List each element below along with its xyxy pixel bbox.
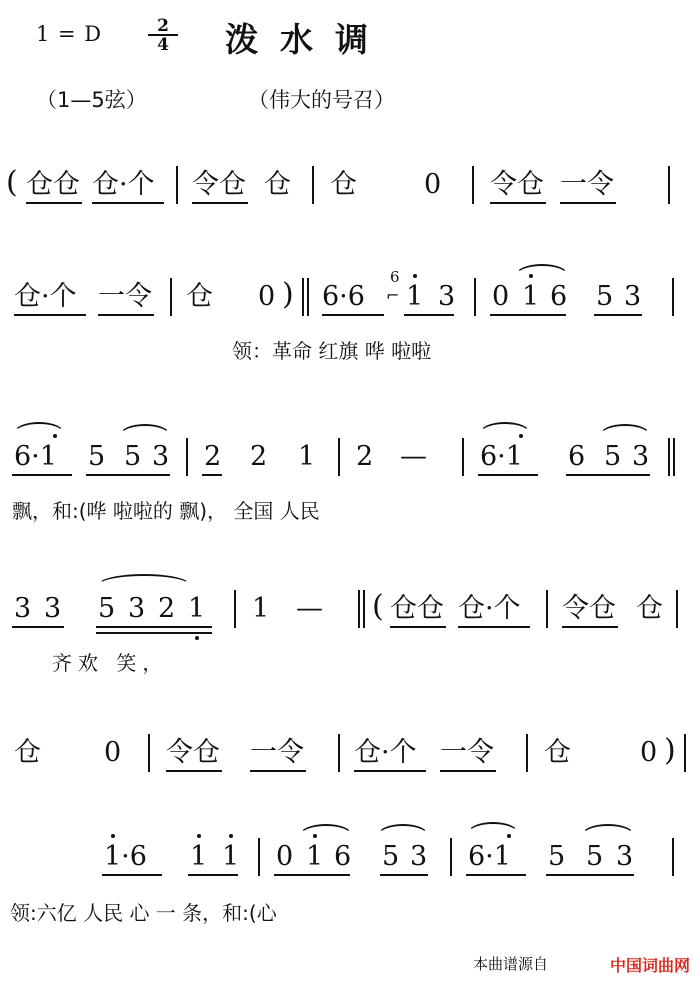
note-token: 3 xyxy=(152,441,170,472)
barline xyxy=(186,438,188,476)
beam-line xyxy=(354,770,426,772)
beam-line xyxy=(98,314,154,316)
note-token: — xyxy=(296,593,323,624)
beam-line xyxy=(546,874,634,876)
note-token: 1 xyxy=(306,841,324,872)
barline xyxy=(672,278,674,316)
slur-arc xyxy=(300,824,352,835)
slur-arc xyxy=(480,422,530,433)
barline xyxy=(676,590,678,628)
site-brand: 中国词曲网 xyxy=(609,956,690,975)
music-system-2 xyxy=(0,268,700,372)
close-paren: ) xyxy=(664,733,676,768)
music-system-4 xyxy=(0,589,700,684)
barline xyxy=(546,590,548,628)
lyric-row-3 xyxy=(0,498,700,532)
note-token: 仓 xyxy=(14,737,41,768)
octave-dot-above xyxy=(229,834,233,838)
note-token: 仓 xyxy=(544,737,571,768)
note-token: 仓 xyxy=(186,281,213,312)
grace-slur-icon: ⌐ xyxy=(386,286,400,305)
slur-arc xyxy=(378,824,428,835)
close-paren: ) xyxy=(282,277,294,312)
note-token: 0 xyxy=(258,281,276,312)
barline xyxy=(672,838,674,876)
note-token: 1 xyxy=(522,281,540,312)
note-token: 1 xyxy=(188,593,206,624)
slur-arc xyxy=(468,822,518,833)
note-token: 0 xyxy=(640,737,658,768)
beam-line-secondary xyxy=(96,632,212,634)
beam-line xyxy=(166,770,222,772)
staff-row-3 xyxy=(0,440,700,486)
note-token: 2 xyxy=(356,441,374,472)
note-token: 5 xyxy=(124,441,142,472)
note-token: 0 xyxy=(104,737,122,768)
beam-line xyxy=(192,202,248,204)
note-token: 令仓 xyxy=(490,169,544,200)
page-title: 泼水调 xyxy=(225,20,390,59)
beam-line xyxy=(560,202,616,204)
beam-line xyxy=(390,626,446,628)
beam-line xyxy=(96,626,212,628)
note-token: 仓·个 xyxy=(92,169,155,200)
note-token: 仓·个 xyxy=(458,593,521,624)
note-token: — xyxy=(400,441,427,472)
note-token: 6·1 xyxy=(14,441,57,472)
music-system-1 xyxy=(0,165,700,214)
note-token: 6 xyxy=(550,281,568,312)
note-token: 2 xyxy=(250,441,268,472)
beam-line xyxy=(322,314,384,316)
slur-arc xyxy=(14,422,64,433)
lyric-text: 领:六亿 人民 心 一 条，和:(心 xyxy=(10,901,277,925)
note-token: 1 xyxy=(222,841,240,872)
time-signature-numerator: 2 xyxy=(148,18,178,36)
staff-row-2 xyxy=(0,268,700,326)
double-barline xyxy=(302,278,308,316)
note-token: 1 xyxy=(190,841,208,872)
beam-line xyxy=(92,202,164,204)
note-token: 5 xyxy=(548,841,566,872)
note-token: 仓 xyxy=(636,593,663,624)
note-token: 一令 xyxy=(98,281,152,312)
octave-dot-above xyxy=(507,834,511,838)
grace-note: 6 xyxy=(390,268,400,286)
note-token: 3 xyxy=(128,593,146,624)
time-signature xyxy=(148,18,178,53)
note-token: 3 xyxy=(410,841,428,872)
barline xyxy=(338,438,340,476)
note-token: 仓仓 xyxy=(390,593,444,624)
beam-line xyxy=(440,770,496,772)
staff-row-1 xyxy=(0,165,700,214)
note-token: 0 xyxy=(276,841,294,872)
beam-line xyxy=(490,314,566,316)
note-token: 1 xyxy=(298,441,316,472)
note-token: 3 xyxy=(14,593,32,624)
octave-dot-above xyxy=(111,834,115,838)
lyric-row-4 xyxy=(0,650,700,684)
barline xyxy=(338,734,340,772)
music-system-5 xyxy=(0,733,700,782)
barline xyxy=(258,838,260,876)
beam-line xyxy=(566,474,650,476)
subtitle: （伟大的号召） xyxy=(248,88,395,112)
barline xyxy=(474,278,476,316)
lyric-text: 领：革命 红旗 哗 啦啦 xyxy=(232,339,432,363)
page-footer xyxy=(0,950,700,976)
note-token: 6 xyxy=(334,841,352,872)
note-token: 仓·个 xyxy=(14,281,77,312)
barline xyxy=(526,734,528,772)
barline xyxy=(170,278,172,316)
barline xyxy=(472,166,474,204)
octave-dot-below xyxy=(195,636,199,640)
note-token: 5 xyxy=(604,441,622,472)
octave-dot-above xyxy=(197,834,201,838)
barline xyxy=(684,734,686,772)
note-token: 令仓 xyxy=(192,169,246,200)
lyric-row-6 xyxy=(0,900,700,934)
note-token: 令仓 xyxy=(166,737,220,768)
key-signature: 1 = D xyxy=(36,22,103,46)
note-token: 1 xyxy=(252,593,270,624)
beam-line xyxy=(380,874,428,876)
note-token: 3 xyxy=(44,593,62,624)
staff-row-6 xyxy=(0,840,700,886)
barline xyxy=(668,166,670,204)
note-token: 仓·个 xyxy=(354,737,417,768)
barline xyxy=(462,438,464,476)
beam-line xyxy=(26,202,82,204)
beam-line xyxy=(12,474,72,476)
note-token: 0 xyxy=(492,281,510,312)
lyric-text: 飘，和:(哗 啦啦的 飘)， 全国 人民 xyxy=(12,499,320,523)
note-token: 1·6 xyxy=(104,841,147,872)
slur-arc xyxy=(600,424,650,435)
open-paren: ( xyxy=(372,589,384,624)
beam-line xyxy=(250,770,306,772)
barline xyxy=(148,734,150,772)
slur-arc xyxy=(582,824,634,835)
staff-row-4 xyxy=(0,589,700,638)
note-token: 5 xyxy=(596,281,614,312)
note-token: 5 xyxy=(98,593,116,624)
beam-line xyxy=(14,314,86,316)
barline xyxy=(176,166,178,204)
beam-line xyxy=(86,474,170,476)
beam-line xyxy=(404,314,454,316)
barline xyxy=(450,838,452,876)
beam-line xyxy=(202,474,222,476)
lyric-row-2 xyxy=(0,338,700,372)
beam-line xyxy=(274,874,350,876)
note-token: 6 xyxy=(568,441,586,472)
beam-line xyxy=(562,626,618,628)
slur-arc xyxy=(98,574,190,585)
source-label: 本曲谱源自 xyxy=(472,955,548,973)
octave-dot-above xyxy=(53,434,57,438)
note-token: 5 xyxy=(586,841,604,872)
octave-dot-above xyxy=(519,434,523,438)
note-token: 2 xyxy=(204,441,222,472)
beam-line xyxy=(188,874,238,876)
slur-arc xyxy=(516,264,568,275)
score-header xyxy=(0,0,700,125)
beam-line xyxy=(102,874,162,876)
octave-dot-above xyxy=(413,274,417,278)
beam-line xyxy=(478,474,538,476)
note-token: 1 xyxy=(406,281,424,312)
note-token: 0 xyxy=(424,169,442,200)
note-token: 一令 xyxy=(560,169,614,200)
note-token: 令仓 xyxy=(562,593,616,624)
note-token: 2 xyxy=(158,593,176,624)
beam-line xyxy=(466,874,526,876)
staff-row-5 xyxy=(0,733,700,782)
music-system-3 xyxy=(0,440,700,532)
double-barline xyxy=(358,590,364,628)
note-token: 仓仓 xyxy=(26,169,80,200)
open-paren: ( xyxy=(6,165,18,200)
note-token: 3 xyxy=(438,281,456,312)
note-token: 3 xyxy=(624,281,642,312)
note-token: 5 xyxy=(88,441,106,472)
string-tuning-note: （1—5弦） xyxy=(36,88,147,112)
note-token: 仓 xyxy=(264,169,291,200)
barline xyxy=(234,590,236,628)
note-token: 3 xyxy=(616,841,634,872)
note-token: 6·1 xyxy=(468,841,511,872)
beam-line xyxy=(490,202,546,204)
note-token: 6·1 xyxy=(480,441,523,472)
beam-line xyxy=(594,314,642,316)
note-token: 一令 xyxy=(440,737,494,768)
barline xyxy=(312,166,314,204)
lyric-text: 齐欢 笑， xyxy=(52,651,169,675)
note-token: 仓 xyxy=(330,169,357,200)
time-signature-denominator: 4 xyxy=(157,35,169,55)
double-barline xyxy=(668,438,674,476)
note-token: 5 xyxy=(382,841,400,872)
note-token: 6·6 xyxy=(322,281,365,312)
note-token: 3 xyxy=(632,441,650,472)
beam-line xyxy=(458,626,530,628)
slur-arc xyxy=(120,424,170,435)
beam-line xyxy=(12,626,64,628)
note-token: 一令 xyxy=(250,737,304,768)
music-system-6 xyxy=(0,840,700,934)
